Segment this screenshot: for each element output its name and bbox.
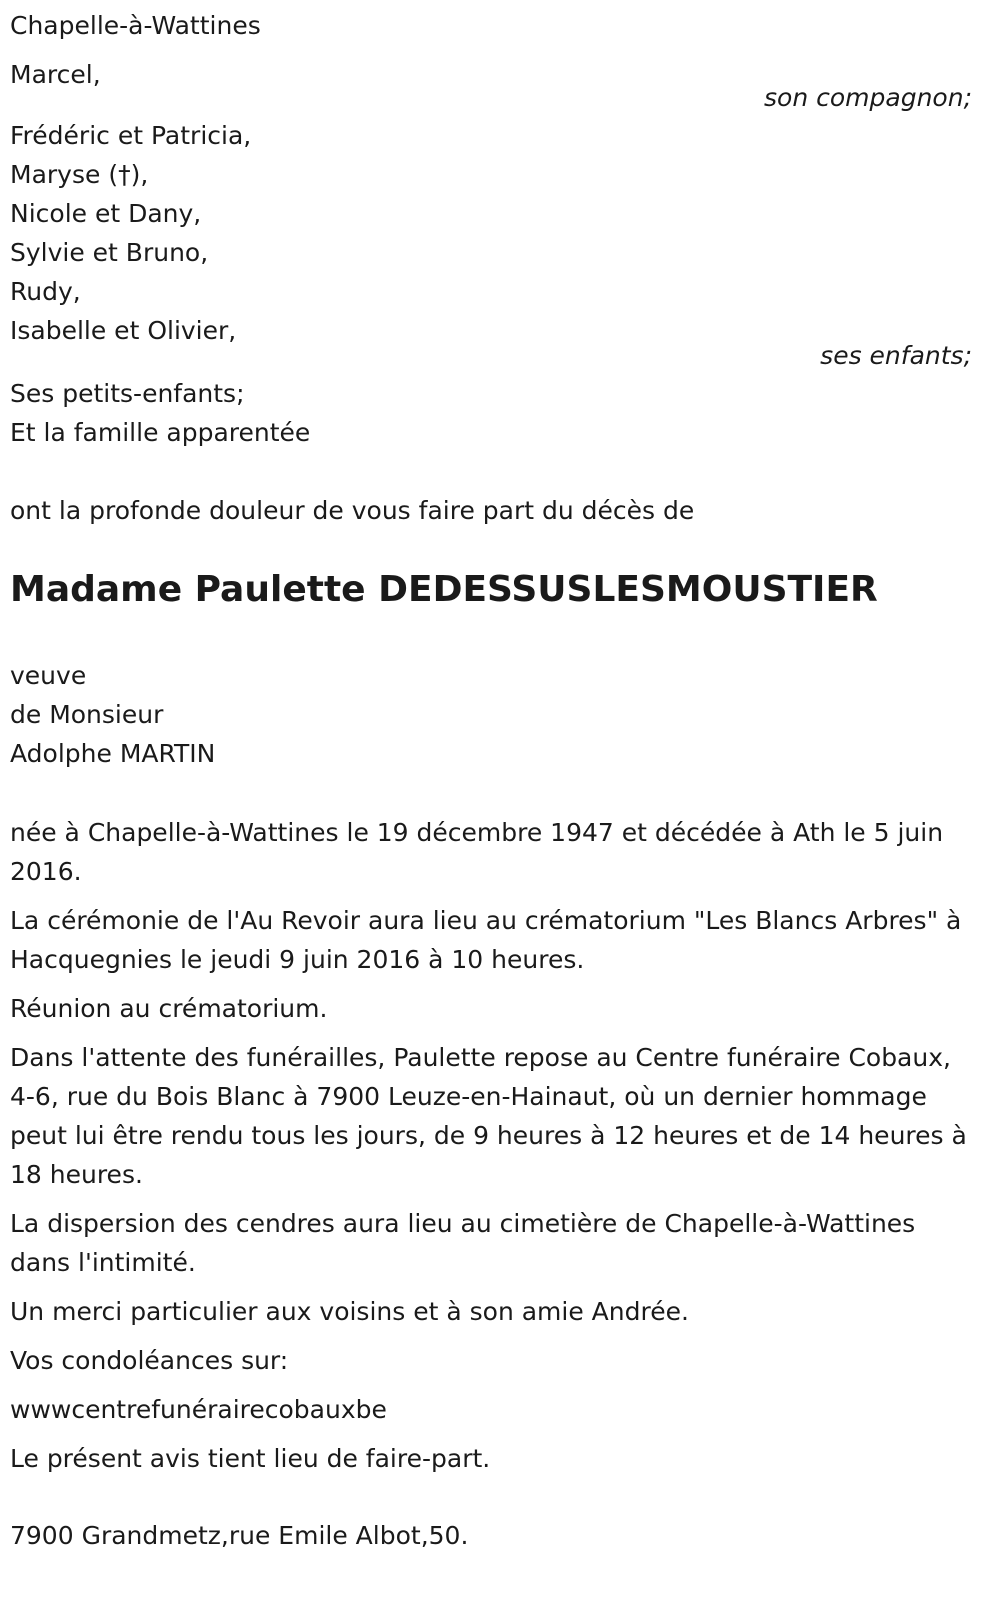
condolences-label: Vos condoléances sur: [10, 1346, 289, 1375]
grandchildren-line: Ses petits-enfants; [10, 379, 245, 408]
place-heading: Chapelle-à-Wattines [10, 11, 261, 40]
child-name: Frédéric et Patricia, [10, 121, 252, 150]
widow-of [10, 656, 215, 773]
deceased-name: Madame Paulette DEDESSUSLESMOUSTIER [10, 569, 878, 610]
child-name: Isabelle et Olivier, [10, 316, 237, 345]
home-address: 7900 Grandmetz,rue Emile Albot,50. [10, 1521, 469, 1550]
children-list [10, 116, 251, 350]
child-name: Maryse (†), [10, 160, 149, 189]
child-name: Nicole et Dany, [10, 199, 202, 228]
widow-line: Adolphe MARTIN [10, 739, 216, 768]
child-name: Rudy, [10, 277, 81, 306]
child-name: Sylvie et Bruno, [10, 238, 209, 267]
extended-family-line: Et la famille apparentée [10, 418, 311, 447]
thanks-paragraph: Un merci particulier aux voisins et à son amie Andrée. [10, 1297, 689, 1326]
birth-death-paragraph: née à Chapelle-à-Wattines le 19 décembre 1947 et décédée à Ath le 5 juin 2016. [10, 818, 944, 886]
notice-paragraph: Le présent avis tient lieu de faire-part. [10, 1444, 491, 1473]
widow-line: de Monsieur [10, 700, 164, 729]
family-lines [10, 374, 310, 452]
condolences-website: wwwcentrefunérairecobauxbe [10, 1395, 387, 1424]
details [10, 813, 972, 1478]
companion-relation: son compagnon; [764, 83, 972, 112]
children-relation: ses enfants; [820, 341, 972, 370]
ashes-paragraph: La dispersion des cendres aura lieu au cimetière de Chapelle-à-Wattines dans l'intimité. [10, 1209, 916, 1277]
companion-name: Marcel, [10, 60, 101, 89]
announcement-text: ont la profonde douleur de vous faire part du décès de [10, 496, 695, 525]
funeral-home-paragraph: Dans l'attente des funérailles, Paulette repose au Centre funéraire Cobaux, 4-6, rue du Bois Blanc à 7900 Leuze-en-Hainaut, où un dernier hommage peut lui être rendu tous les jours, de 9 heures à 12 heures et de 14 heures à 18 heures. [10, 1043, 967, 1189]
widow-line: veuve [10, 661, 87, 690]
reunion-paragraph: Réunion au crématorium. [10, 994, 328, 1023]
ceremony-paragraph: La cérémonie de l'Au Revoir aura lieu au crématorium "Les Blancs Arbres" à Hacquegnies le jeudi 9 juin 2016 à 10 heures. [10, 906, 962, 974]
